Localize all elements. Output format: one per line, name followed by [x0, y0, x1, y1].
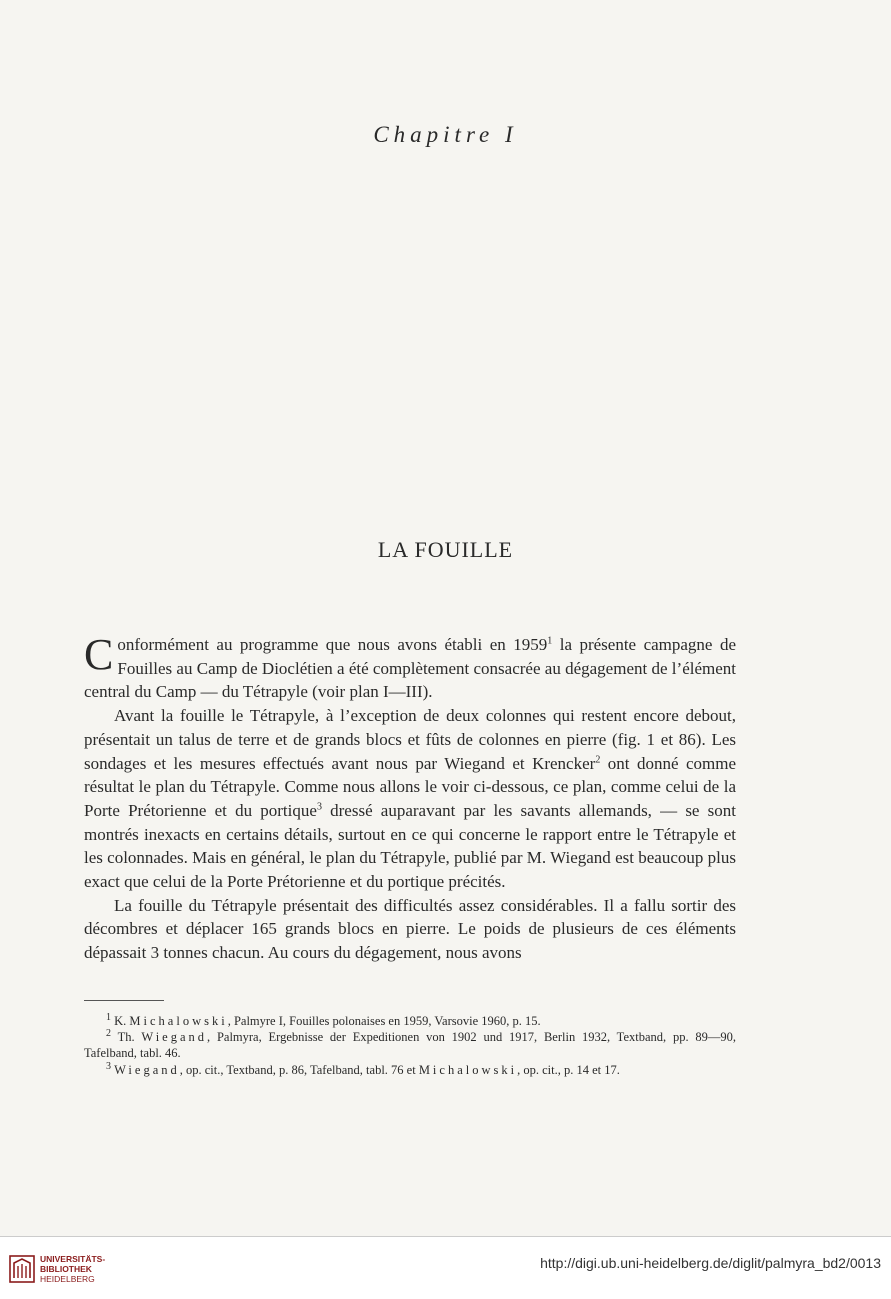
footnote-ref-3: 3 [316, 801, 322, 813]
library-logo-icon[interactable] [9, 1255, 35, 1288]
logo-line-2: BIBLIOTHEK [40, 1264, 92, 1274]
chapter-heading: Chapitre I [373, 122, 518, 147]
footnote-author: Wiegand [114, 1062, 180, 1077]
footnotes [84, 1013, 736, 1078]
permalink-url[interactable]: http://digi.ub.uni-heidelberg.de/diglit/palmyra_bd2/0013 [540, 1255, 881, 1271]
footnote-author: Michalowski [129, 1014, 228, 1028]
paragraph-1 [84, 630, 736, 704]
logo-line-1: UNIVERSITÄTS- [40, 1254, 106, 1264]
drop-cap: C [84, 630, 114, 679]
paragraph-2-text-c: dressé auparavant par les savants allemands, — se sont montrés inexacts en certains détails, surtout en ce qui concerne le rapport entre le Tétrapyle et les colonnades. Mais en général, le plan du Tétrapyle, publié par M. Wiegand est beaucoup plus exact que celui de la Porte Prétorienne et du portique précités. [84, 800, 737, 892]
footnote-text-2: , op. cit., p. 14 et 17. [517, 1062, 620, 1077]
section-title: LA FOUILLE [377, 537, 514, 562]
footnote-author: Wiegand [141, 1030, 208, 1045]
paragraph-2-text-b: ont donné comme résultat le plan du Tétrapyle. Comme nous allons le voir ci-dessous, ce plan, comme celui de la Porte Prétorienne et du portique [84, 753, 736, 820]
paragraph-1-text-a: onformément au programme que nous avons établi en 1959 [117, 635, 548, 654]
paragraph-2-text-a: Avant la fouille le Tétrapyle, à l’exception de deux colonnes qui restent encore debout, présentait un talus de terre et de grands blocs et fûts de colonnes en pierre (fig. 1 et 86). Les sondages et les mesures effectués avant nous par Wiegand et Krencker [84, 706, 736, 773]
viewer-footer [0, 1236, 891, 1299]
footnote-ref-2: 2 [595, 753, 601, 765]
footnote-number: 1 [106, 1011, 111, 1023]
paragraph-1-text-b: la présente campagne de Fouilles au Camp de Dioclétien a été complètement consacrée au dégagement de l’élément central du Camp — du Tétrapyle (voir plan I—III). [84, 635, 736, 702]
footnote-initial: K. [114, 1014, 130, 1028]
footnote-author-2: Michalowski [418, 1062, 518, 1077]
footnote-number: 2 [106, 1028, 111, 1040]
footnote-text: , Palmyra, Ergebnisse der Expeditionen von 1902 und 1917, Berlin 1932, Textband, pp. 89—90, Tafelband, tabl. 46. [84, 1030, 736, 1061]
paragraph-3: La fouille du Tétrapyle présentait des difficultés assez considérables. Il a fallu sortir des décombres et déplacer 165 grands blocs en pierre. Le poids de plusieurs de ces éléments dépassait 3 tonnes chacun. Au cours du dégagement, nous avons [84, 895, 736, 963]
footnote-divider [84, 1000, 164, 1001]
footnote-number: 3 [106, 1060, 111, 1072]
logo-line-3: HEIDELBERG [40, 1274, 95, 1284]
footnote-initial: Th. [117, 1030, 142, 1045]
footnote-3 [84, 1062, 736, 1078]
footnote-text: , Palmyre I, Fouilles polonaises en 1959, Varsovie 1960, p. 15. [227, 1014, 541, 1028]
footnote-ref-1: 1 [547, 635, 553, 647]
body-text [84, 630, 737, 965]
paragraph-2 [84, 704, 736, 894]
footnote-text: , op. cit., Textband, p. 86, Tafelband, tabl. 76 et [179, 1062, 419, 1077]
footnote-1 [84, 1013, 736, 1029]
library-logo-text[interactable] [40, 1254, 105, 1284]
footnote-2 [84, 1029, 736, 1061]
